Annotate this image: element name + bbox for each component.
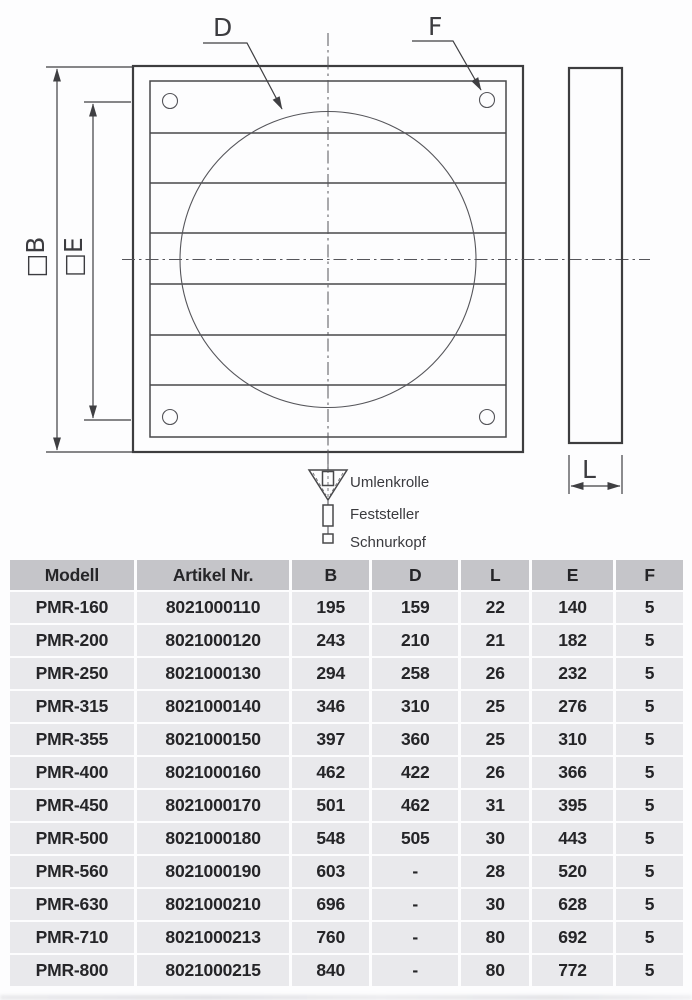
cell-f: 5 — [616, 823, 683, 854]
cell-e: 520 — [532, 856, 613, 887]
cell-artikel-nr: 8021000150 — [137, 724, 290, 755]
cell-f: 5 — [616, 856, 683, 887]
spec-table-section — [7, 558, 686, 988]
cell-d: - — [372, 955, 458, 986]
cord-knob-icon — [323, 534, 333, 543]
cell-f: 5 — [616, 790, 683, 821]
cell-e: 310 — [532, 724, 613, 755]
cell-b: 501 — [292, 790, 369, 821]
cell-d: - — [372, 889, 458, 920]
cell-modell: PMR-500 — [10, 823, 134, 854]
cell-b: 603 — [292, 856, 369, 887]
dimension-f — [412, 12, 481, 90]
cell-modell: PMR-630 — [10, 889, 134, 920]
cord-lock-icon — [323, 505, 333, 526]
cell-d: 462 — [372, 790, 458, 821]
label-b: □B — [21, 236, 50, 278]
spec-table-body — [10, 592, 683, 986]
table-row — [10, 625, 683, 656]
table-row — [10, 724, 683, 755]
cell-b: 760 — [292, 922, 369, 953]
cell-b: 840 — [292, 955, 369, 986]
column-header-b: B — [292, 560, 369, 590]
cell-f: 5 — [616, 757, 683, 788]
cell-modell: PMR-200 — [10, 625, 134, 656]
dimension-l — [569, 455, 622, 494]
cell-l: 26 — [461, 658, 528, 689]
cell-modell: PMR-450 — [10, 790, 134, 821]
cell-b: 346 — [292, 691, 369, 722]
cell-b: 397 — [292, 724, 369, 755]
cell-l: 30 — [461, 889, 528, 920]
cell-e: 366 — [532, 757, 613, 788]
label-f: F — [428, 12, 443, 41]
cell-f: 5 — [616, 922, 683, 953]
cell-l: 26 — [461, 757, 528, 788]
cell-modell: PMR-400 — [10, 757, 134, 788]
cell-e: 443 — [532, 823, 613, 854]
cell-d: 422 — [372, 757, 458, 788]
cell-b: 462 — [292, 757, 369, 788]
cell-e: 628 — [532, 889, 613, 920]
cell-artikel-nr: 8021000215 — [137, 955, 290, 986]
cell-artikel-nr: 8021000140 — [137, 691, 290, 722]
cell-b: 294 — [292, 658, 369, 689]
label-schnurkopf: Schnurkopf — [350, 534, 426, 551]
cell-b: 696 — [292, 889, 369, 920]
column-header-e: E — [532, 560, 613, 590]
cell-artikel-nr: 8021000130 — [137, 658, 290, 689]
cell-f: 5 — [616, 592, 683, 623]
cell-d: 360 — [372, 724, 458, 755]
cell-artikel-nr: 8021000213 — [137, 922, 290, 953]
cell-f: 5 — [616, 889, 683, 920]
dimension-e — [59, 102, 131, 420]
cell-e: 232 — [532, 658, 613, 689]
cell-f: 5 — [616, 658, 683, 689]
cell-e: 772 — [532, 955, 613, 986]
cell-e: 182 — [532, 625, 613, 656]
cell-artikel-nr: 8021000160 — [137, 757, 290, 788]
cell-modell: PMR-560 — [10, 856, 134, 887]
table-row — [10, 856, 683, 887]
cell-l: 30 — [461, 823, 528, 854]
cell-e: 692 — [532, 922, 613, 953]
table-row — [10, 955, 683, 986]
table-row — [10, 691, 683, 722]
dimension-d — [203, 13, 282, 109]
label-l: L — [582, 455, 596, 484]
cell-d: 210 — [372, 625, 458, 656]
cell-d: 159 — [372, 592, 458, 623]
cell-d: - — [372, 856, 458, 887]
cell-d: 310 — [372, 691, 458, 722]
cell-artikel-nr: 8021000190 — [137, 856, 290, 887]
side-view — [569, 68, 622, 443]
cell-l: 25 — [461, 724, 528, 755]
cell-modell: PMR-160 — [10, 592, 134, 623]
cell-e: 395 — [532, 790, 613, 821]
cell-modell: PMR-315 — [10, 691, 134, 722]
cell-f: 5 — [616, 724, 683, 755]
cell-d: - — [372, 922, 458, 953]
table-row — [10, 889, 683, 920]
cell-d: 505 — [372, 823, 458, 854]
table-row — [10, 757, 683, 788]
cell-b: 548 — [292, 823, 369, 854]
label-umlenkrolle: Umlenkrolle — [350, 474, 430, 491]
cell-l: 31 — [461, 790, 528, 821]
cell-modell: PMR-355 — [10, 724, 134, 755]
table-row — [10, 823, 683, 854]
label-d: D — [213, 13, 233, 42]
column-header-d: D — [372, 560, 458, 590]
cell-e: 276 — [532, 691, 613, 722]
table-row — [10, 790, 683, 821]
cell-l: 80 — [461, 955, 528, 986]
table-row — [10, 592, 683, 623]
cell-artikel-nr: 8021000180 — [137, 823, 290, 854]
column-header-l: L — [461, 560, 528, 590]
cell-l: 25 — [461, 691, 528, 722]
column-header-modell: Modell — [10, 560, 134, 590]
cell-artikel-nr: 8021000110 — [137, 592, 290, 623]
cell-f: 5 — [616, 691, 683, 722]
column-header-artikel-nr: Artikel Nr. — [137, 560, 290, 590]
scan-artifact — [0, 995, 692, 1000]
cord-mechanism — [309, 452, 429, 551]
cell-b: 195 — [292, 592, 369, 623]
cell-e: 140 — [532, 592, 613, 623]
cell-artikel-nr: 8021000210 — [137, 889, 290, 920]
table-row — [10, 658, 683, 689]
cell-l: 80 — [461, 922, 528, 953]
cell-modell: PMR-800 — [10, 955, 134, 986]
table-row — [10, 922, 683, 953]
table-header-row — [10, 560, 683, 590]
column-header-f: F — [616, 560, 683, 590]
cell-artikel-nr: 8021000120 — [137, 625, 290, 656]
spec-table — [7, 558, 686, 988]
cell-l: 21 — [461, 625, 528, 656]
cell-f: 5 — [616, 955, 683, 986]
label-feststeller: Feststeller — [350, 506, 420, 523]
cell-l: 22 — [461, 592, 528, 623]
cell-d: 258 — [372, 658, 458, 689]
label-e: □E — [59, 237, 88, 277]
cell-modell: PMR-250 — [10, 658, 134, 689]
cell-modell: PMR-710 — [10, 922, 134, 953]
cell-b: 243 — [292, 625, 369, 656]
cell-l: 28 — [461, 856, 528, 887]
cell-f: 5 — [616, 625, 683, 656]
cell-artikel-nr: 8021000170 — [137, 790, 290, 821]
front-view — [122, 33, 650, 466]
